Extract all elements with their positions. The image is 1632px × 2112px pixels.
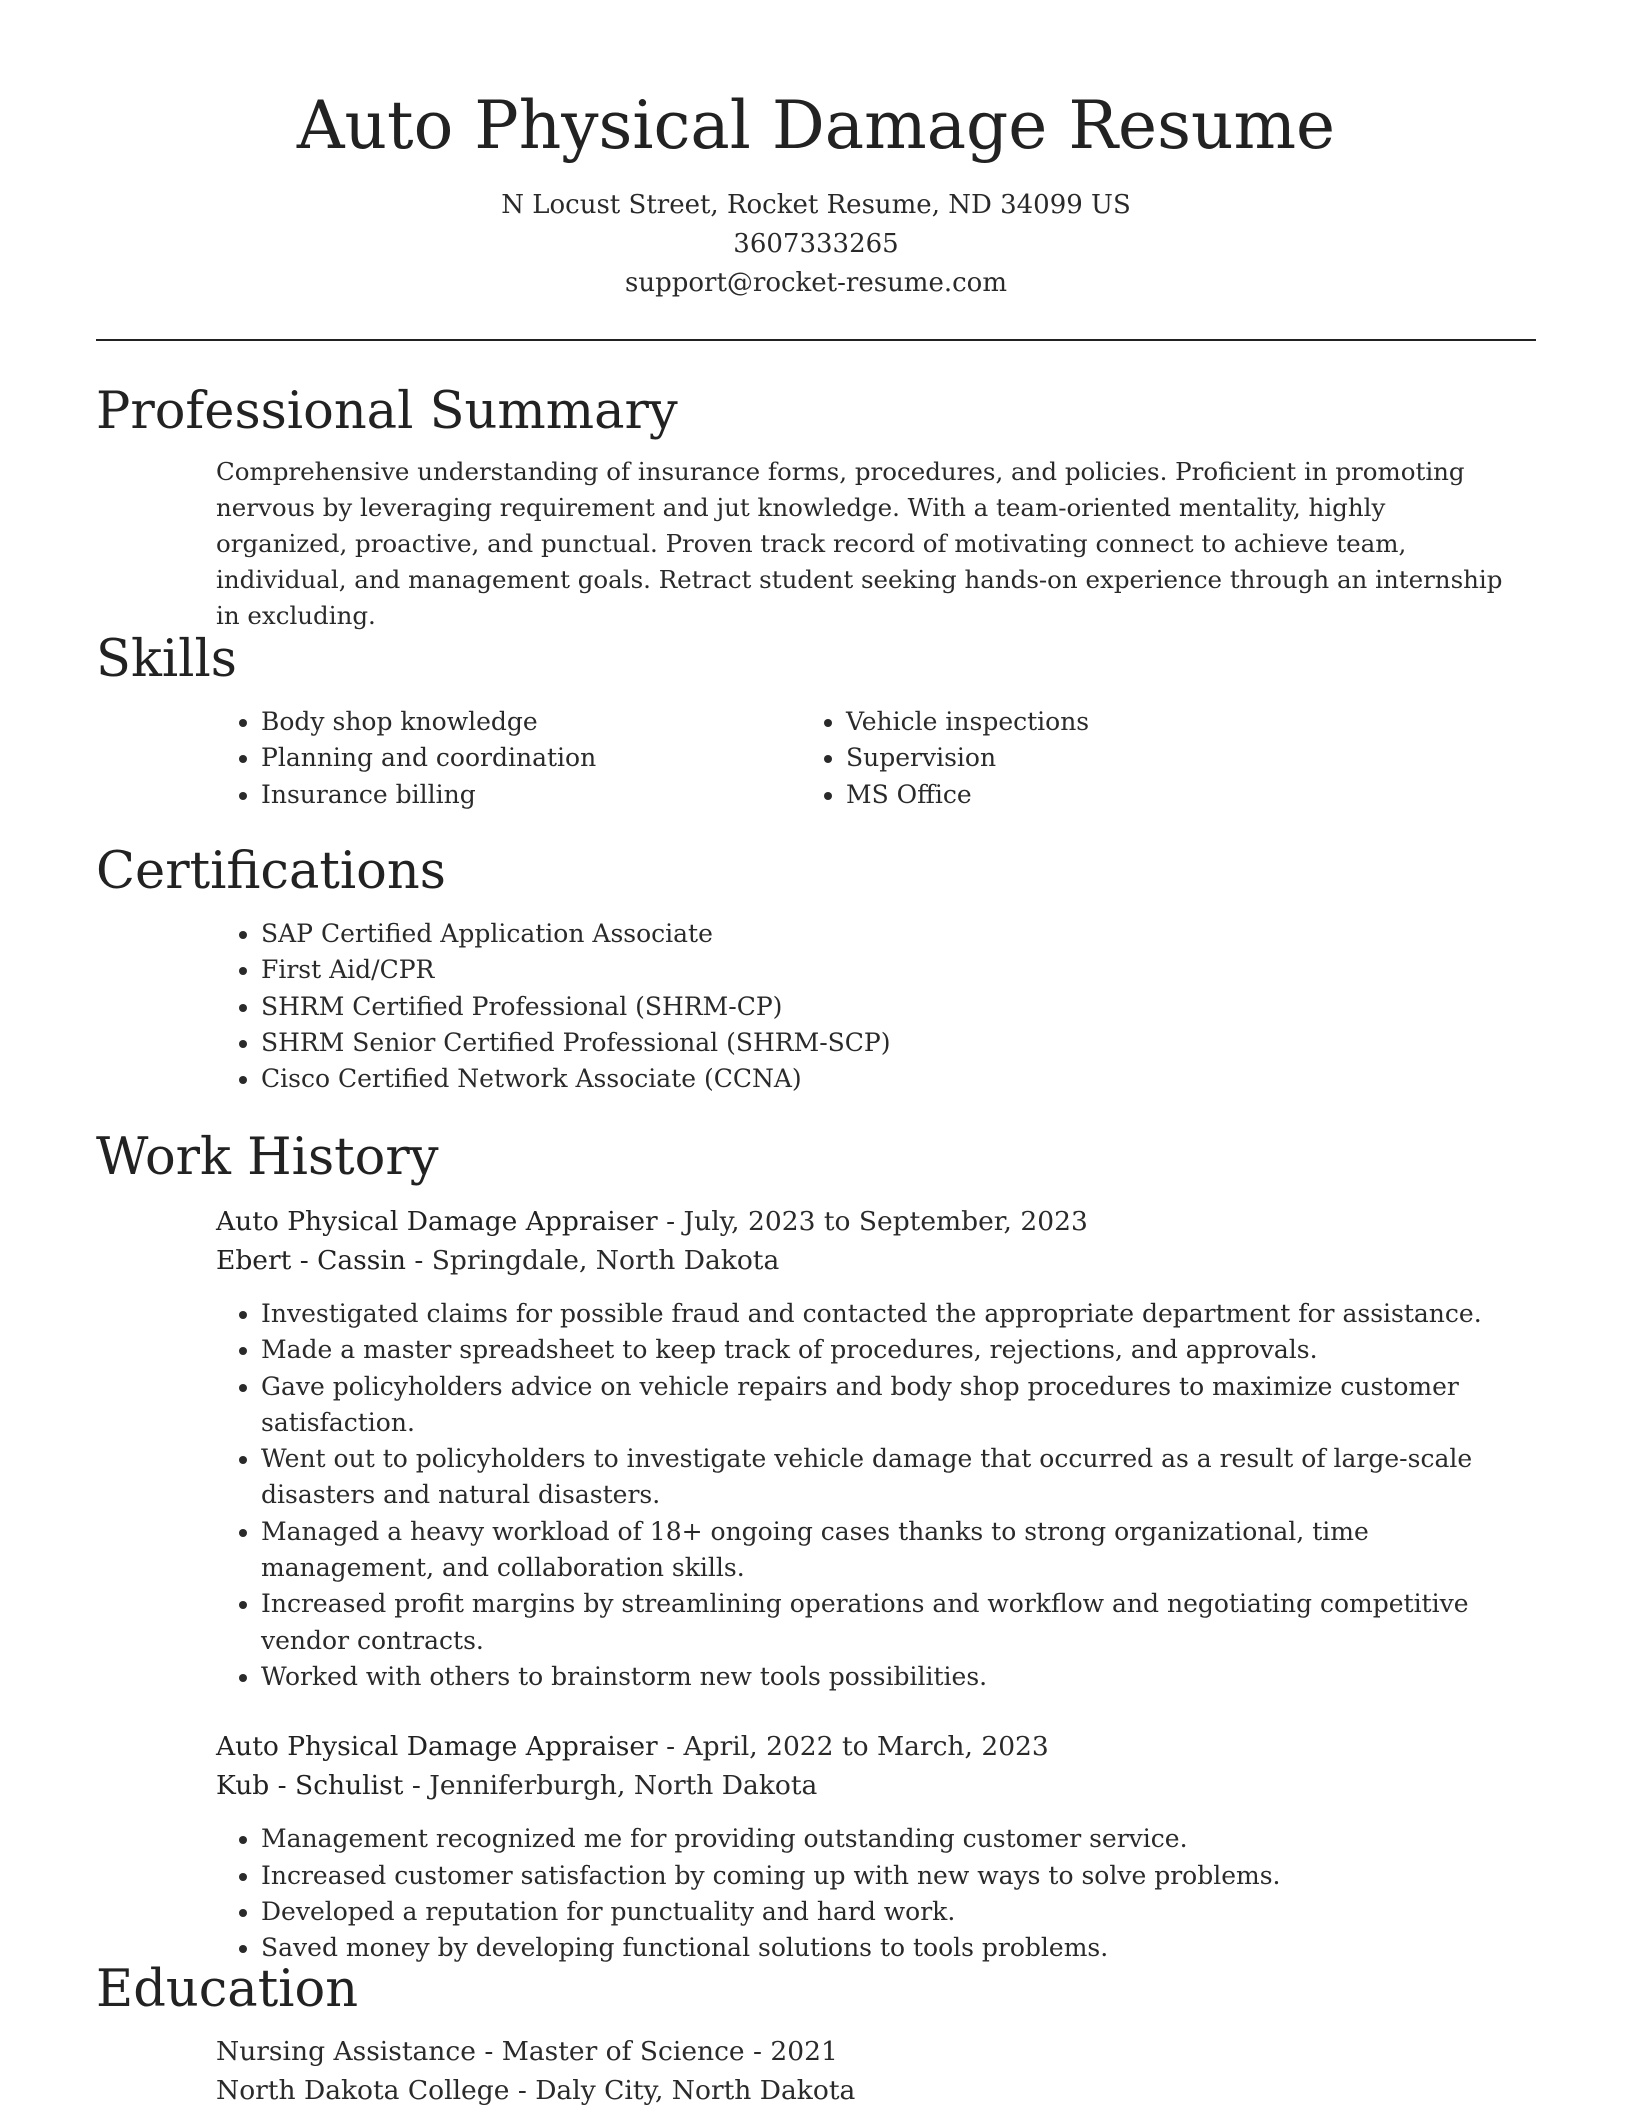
job-company: Kub - Schulist (216, 1770, 404, 1802)
certification-item: • Cisco Certified Network Associate (CCNA) (261, 1061, 1536, 1097)
education-heading: Education (96, 1960, 359, 2019)
skill-item: • MS Office (846, 777, 1089, 813)
job-entry (96, 1727, 1536, 1966)
job-header (96, 1202, 1536, 1280)
duty-item: • Increased customer satisfaction by coming up with new ways to solve problems. (261, 1858, 1536, 1894)
summary-text: Comprehensive understanding of insurance forms, procedures, and policies. Proficient in promoting nervous by leveraging requirement and jut knowledge. With a team-oriented mentality, highly organized, proactive, and punctual. Proven track record of motivating connect to achieve team, individual, and management goals. Retract student seeking hands-on experience through an internship in excluding. (216, 457, 1503, 630)
duty-item: • Gave policyholders advice on vehicle repairs and body shop procedures to maximize customer satisfaction. (261, 1369, 1536, 1442)
duty-item: • Saved money by developing functional solutions to tools problems. (261, 1930, 1536, 1966)
job-dates: - April, 2022 to March, 2023 (657, 1731, 1049, 1763)
skill-item: • Insurance billing (261, 777, 746, 813)
address: N Locust Street, Rocket Resume, ND 34099 US (501, 190, 1131, 220)
education-entry (96, 2032, 1536, 2110)
duty-item: • Made a master spreadsheet to keep track of procedures, rejections, and approvals. (261, 1332, 1536, 1368)
skill-item: • Supervision (846, 740, 1089, 776)
duty-item: • Managed a heavy workload of 18+ ongoing cases thanks to strong organizational, time management, and collaboration skills. (261, 1514, 1536, 1587)
skills-section (96, 630, 1536, 813)
job-company: Ebert - Cassin (216, 1245, 406, 1276)
certification-item: • First Aid/CPR (261, 952, 1536, 988)
duty-item: • Increased profit margins by streamlining operations and workflow and negotiating competitive vendor contracts. (261, 1586, 1536, 1659)
phone: 3607333265 (733, 229, 899, 259)
job-header (96, 1727, 1536, 1805)
duty-item: • Investigated claims for possible fraud and contacted the appropriate department for assistance. (261, 1296, 1536, 1332)
duty-item: • Management recognized me for providing outstanding customer service. (261, 1821, 1536, 1857)
certification-item: • SHRM Senior Certified Professional (SHRM-SCP) (261, 1025, 1536, 1061)
certifications-section (96, 842, 1536, 1097)
certification-item: • SHRM Certified Professional (SHRM-CP) (261, 989, 1536, 1025)
contact-info (96, 186, 1536, 303)
duty-item: • Developed a reputation for punctuality and hard work. (261, 1894, 1536, 1930)
education-school: North Dakota College - Daly City, North Dakota (216, 2075, 856, 2106)
skills-heading: Skills (96, 630, 237, 689)
header-divider (96, 339, 1536, 341)
certifications-heading: Certifications (96, 842, 446, 901)
certifications-list (96, 916, 1536, 1097)
skills-list (96, 704, 1536, 813)
job-title: Auto Physical Damage Appraiser (216, 1731, 658, 1763)
resume-title: Auto Physical Damage Resume (296, 87, 1336, 164)
skill-item: • Body shop knowledge (261, 704, 746, 740)
work-history-heading: Work History (96, 1128, 439, 1187)
job-entry (96, 1202, 1536, 1695)
summary-heading: Professional Summary (96, 382, 678, 441)
work-history-section (96, 1128, 1536, 1966)
job-title: Auto Physical Damage Appraiser (216, 1206, 658, 1237)
duty-item: • Worked with others to brainstorm new tools possibilities. (261, 1659, 1536, 1695)
certification-item: • SAP Certified Application Associate (261, 916, 1536, 952)
skills-column-1 (96, 704, 746, 813)
job-location: - Jenniferburgh, North Dakota (403, 1770, 818, 1802)
skills-column-2 (746, 704, 1089, 813)
job-duties (96, 1296, 1536, 1695)
skill-item: • Vehicle inspections (846, 704, 1089, 740)
education-section (96, 1960, 1536, 2110)
resume-header (96, 0, 1536, 341)
job-dates: - July, 2023 to September, 2023 (657, 1206, 1088, 1237)
job-duties (96, 1821, 1536, 1966)
duty-item: • Went out to policyholders to investigate vehicle damage that occurred as a result of large-scale disasters and natural disasters. (261, 1441, 1536, 1514)
email: support@rocket-resume.com (624, 268, 1007, 298)
summary-section (96, 382, 1536, 634)
skill-item: • Planning and coordination (261, 740, 746, 776)
education-degree: Nursing Assistance - Master of Science - 2021 (216, 2036, 838, 2067)
resume-page (96, 0, 1536, 2106)
job-location: - Springdale, North Dakota (405, 1245, 780, 1276)
